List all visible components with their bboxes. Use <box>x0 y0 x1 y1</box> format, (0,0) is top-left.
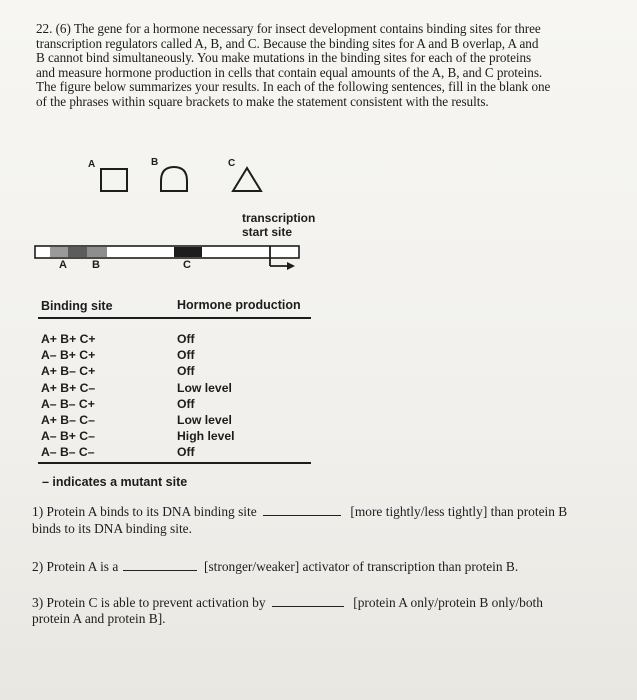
question-1-line2: binds to its DNA binding site. <box>32 521 192 536</box>
hormone-production-column <box>177 331 235 461</box>
table-row-production: Off <box>177 364 195 379</box>
answer-blank-1[interactable] <box>263 504 341 516</box>
table-row-production: Off <box>177 396 195 411</box>
question-2-text: 2) Protein A is a <box>32 559 119 574</box>
table-row-production: Off <box>177 332 195 346</box>
intro-line: of the phrases within square brackets to make the statement consistent with the results. <box>36 93 489 109</box>
table-row-site: A– B– C+ <box>41 396 95 411</box>
transcription-label-line2: start site <box>242 225 293 239</box>
table-row-site: A– B+ C+ <box>41 348 96 363</box>
intro-line: The figure below summarizes your results. In each of the following sentences, fill in the blank one <box>36 79 551 95</box>
intro-line: and measure hormone production in cells that contain equal amounts of the A, B, and C proteins. <box>36 64 543 80</box>
mutant-legend: – indicates a mutant site <box>42 475 188 489</box>
table-row-site: A+ B+ C– <box>41 380 96 395</box>
table-row-site: A+ B– C+ <box>41 364 96 379</box>
protein-a-label: A <box>88 159 96 170</box>
intro-line: 22. (6) The gene for a hormone necessary for insect development contains binding sites for three <box>36 21 541 36</box>
answer-blank-2[interactable] <box>123 559 197 571</box>
table-row-site: A– B– C– <box>41 445 95 460</box>
table-row-site: A+ B+ C+ <box>41 332 96 346</box>
protein-b-dome-shape <box>161 167 187 191</box>
site-b-label: B <box>92 259 100 271</box>
table-row-production: Off <box>177 445 195 460</box>
site-a-label: A <box>59 259 67 271</box>
question-3-options: [protein A only/protein B only/both <box>353 595 543 610</box>
question-1-text: 1) Protein A binds to its DNA binding site <box>32 504 257 519</box>
question-1-options: [more tightly/less tightly] than protein B <box>350 504 568 519</box>
protein-c-triangle-shape <box>233 168 261 191</box>
protein-a-square-shape <box>101 169 127 191</box>
question-1-line1 <box>32 504 567 520</box>
arrow-head-icon <box>287 262 295 270</box>
column-header-hormone-production: Hormone production <box>177 298 301 312</box>
protein-b-label: B <box>151 157 159 168</box>
table-row-production: Low level <box>177 413 232 428</box>
column-header-binding-site: Binding site <box>41 299 113 313</box>
site-c-label: C <box>183 259 191 271</box>
transcription-start-label <box>242 211 315 239</box>
question-2-line1 <box>32 559 518 575</box>
intro-line: B cannot bind simultaneously. You make mutations in the binding sites for each of the proteins <box>36 50 532 66</box>
question-3-line2: protein A and protein B]. <box>32 611 166 626</box>
table-row-site: A+ B– C– <box>41 413 95 428</box>
table-row-production: High level <box>177 429 235 444</box>
transcription-label-line1: transcription <box>242 211 316 225</box>
binding-site-b <box>87 247 107 257</box>
binding-site-column <box>41 331 96 461</box>
question-3-line1 <box>32 595 543 611</box>
table-row-production: Low level <box>177 380 232 395</box>
binding-site-c <box>174 247 202 257</box>
intro-line: transcription regulators called A, B, and C. Because the binding sites for A and B overlap, A and <box>36 35 539 51</box>
question-2-options: [stronger/weaker] activator of transcription than protein B. <box>204 559 519 574</box>
binding-site-a <box>50 247 70 257</box>
answer-blank-3[interactable] <box>272 595 344 607</box>
question-3-text: 3) Protein C is able to prevent activation by <box>32 595 266 610</box>
binding-site-overlap <box>68 247 87 257</box>
table-row-production: Off <box>177 348 195 363</box>
table-row-site: A– B+ C– <box>41 429 95 444</box>
protein-c-label: C <box>228 158 236 169</box>
